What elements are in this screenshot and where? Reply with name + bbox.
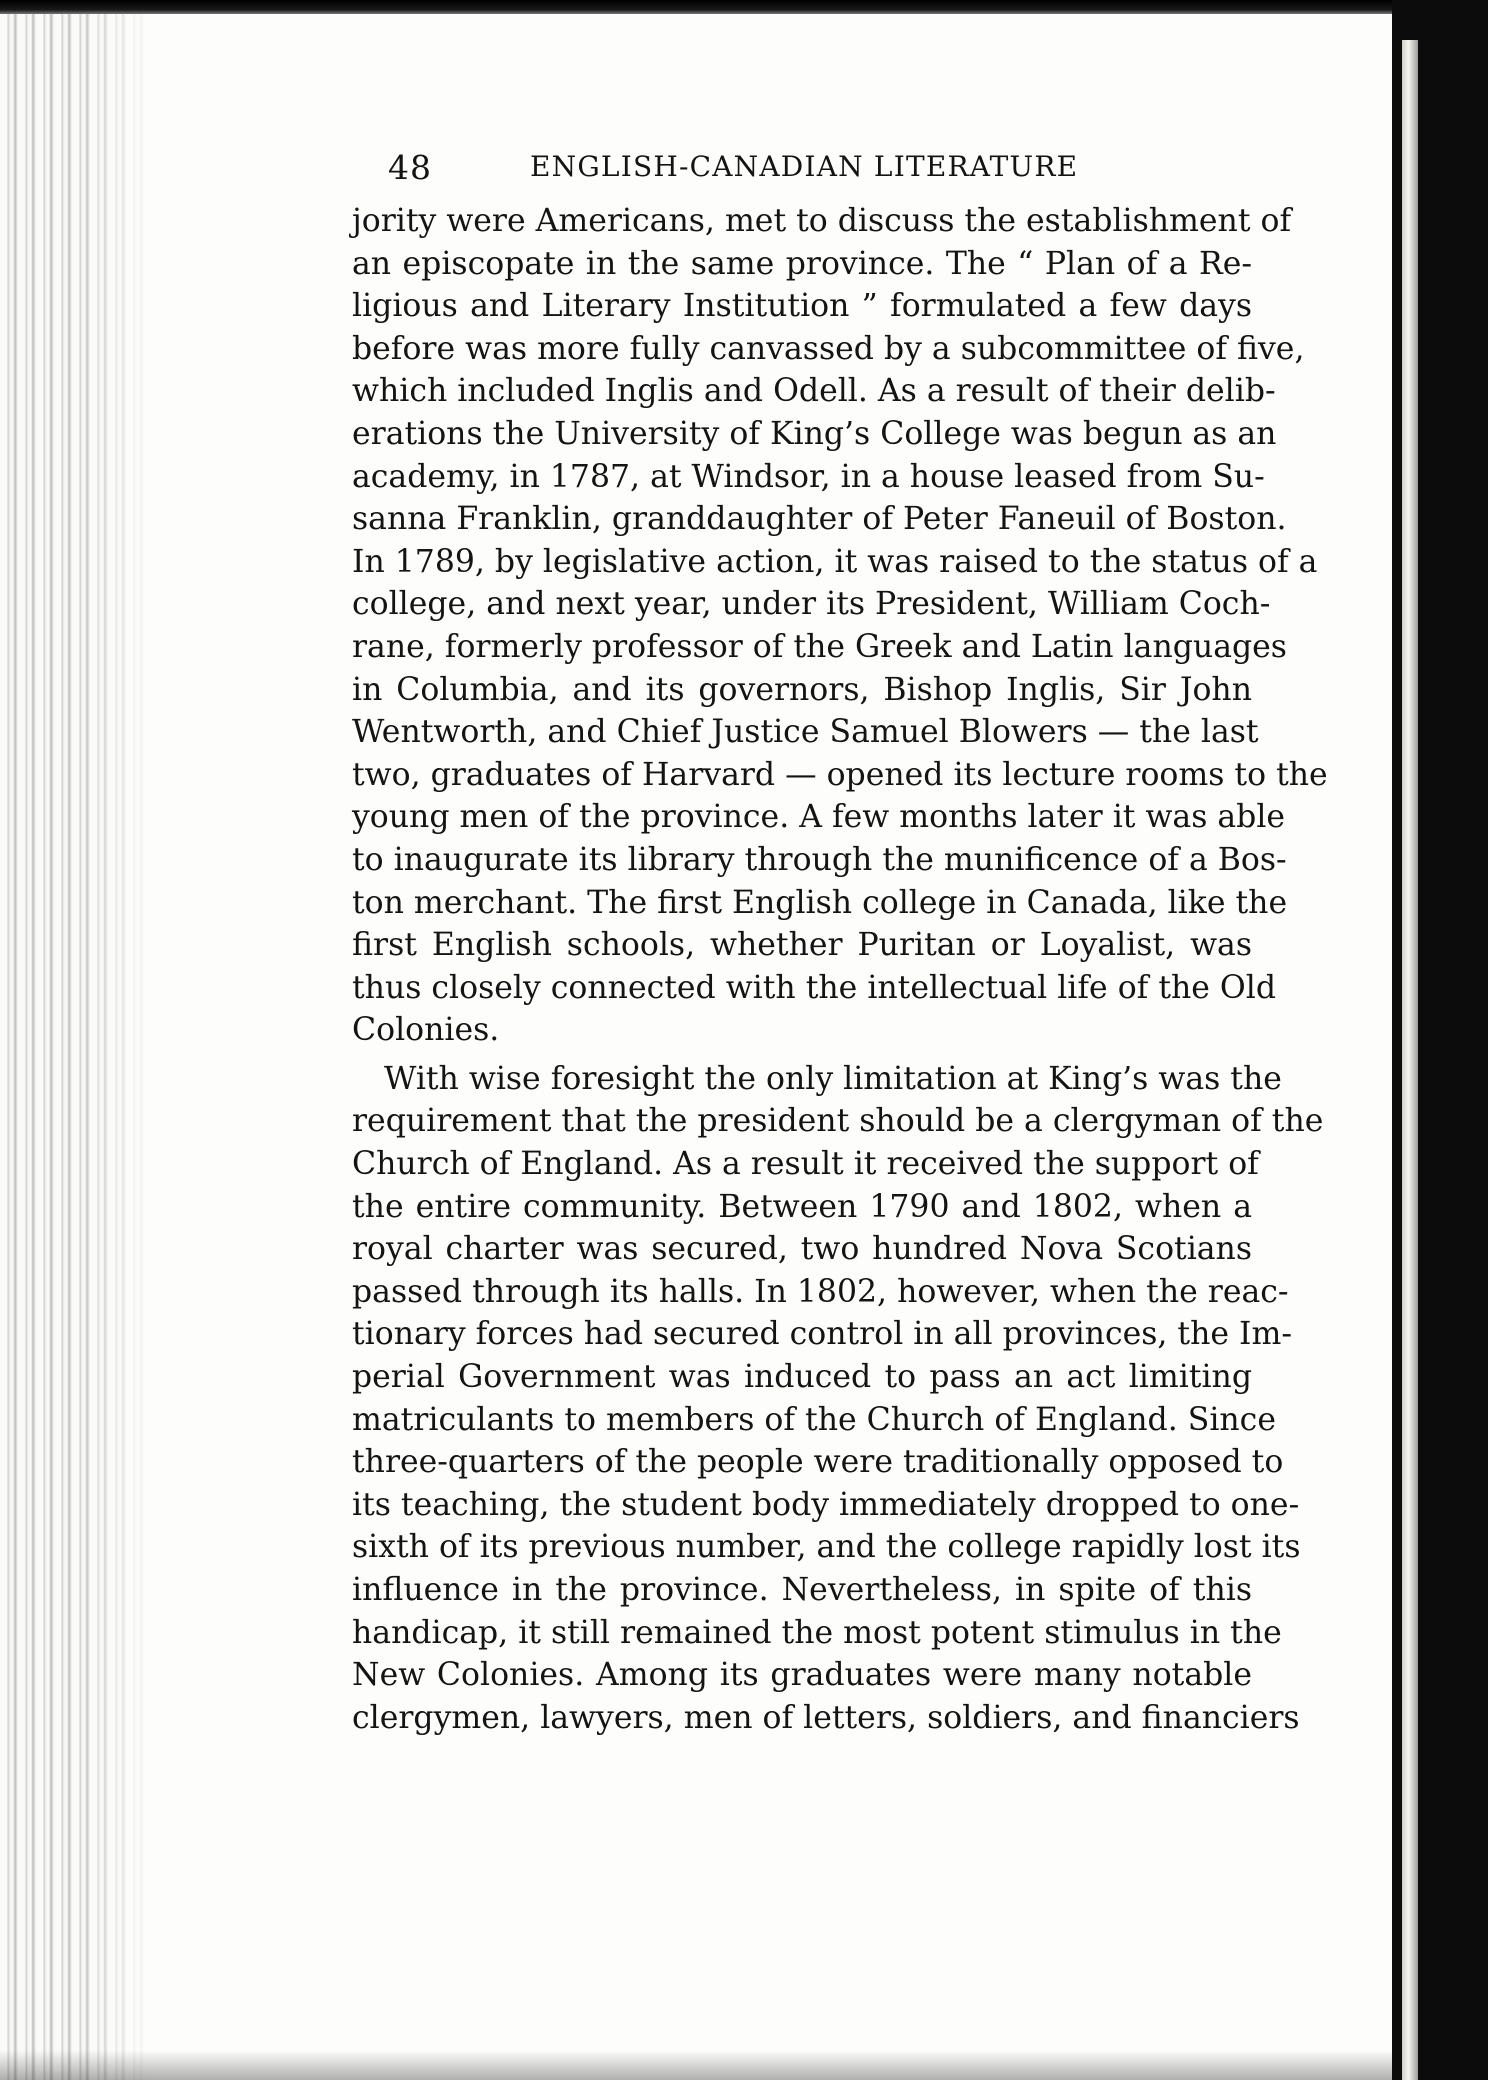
- text-line: In 1789, by legislative action, it was raised to the status of a: [352, 543, 1318, 580]
- text-line: royal charter was secured, two hundred Nova Scotians: [352, 1231, 1252, 1268]
- text-line: sanna Franklin, granddaughter of Peter Faneuil of Boston.: [352, 501, 1287, 538]
- text-line: before was more fully canvassed by a subcommittee of five,: [352, 330, 1305, 367]
- text-line: influence in the province. Nevertheless, in spite of this: [352, 1572, 1252, 1608]
- text-line: three-quarters of the people were traditionally opposed to: [352, 1444, 1284, 1481]
- text-line: Wentworth, and Chief Justice Samuel Blowers — the last: [352, 714, 1259, 751]
- text-line: sixth of its previous number, and the college rapidly lost its: [352, 1529, 1301, 1566]
- gutter-fade: [80, 14, 170, 2080]
- page-stack-right-edge: [1402, 40, 1418, 2080]
- text-line: Church of England. As a result it received the support of: [352, 1146, 1259, 1183]
- text-line: young men of the province. A few months later it was able: [352, 799, 1286, 836]
- text-line: which included Inglis and Odell. As a result of their delib-: [352, 373, 1276, 410]
- text-line: an episcopate in the same province. The “ Plan of a Re-: [352, 245, 1252, 282]
- text-line: rane, formerly professor of the Greek and Latin languages: [352, 628, 1287, 665]
- running-title: ENGLISH-CANADIAN LITERATURE: [530, 150, 1079, 183]
- running-head: [352, 140, 1252, 200]
- text-line: passed through its halls. In 1802, however, when the reac-: [352, 1273, 1289, 1310]
- text-line: in Columbia, and its governors, Bishop Inglis, Sir John: [352, 671, 1252, 708]
- text-line: the entire community. Between 1790 and 1802, when a: [352, 1188, 1252, 1225]
- scan-top-edge: [0, 0, 1488, 14]
- paragraph-1: [352, 200, 1328, 1052]
- text-line: its teaching, the student body immediately dropped to one-: [352, 1486, 1300, 1523]
- text-line: two, graduates of Harvard — opened its lecture rooms to the: [352, 756, 1328, 793]
- text-line: college, and next year, under its President, William Coch-: [352, 586, 1271, 623]
- page-text-block: [352, 140, 1328, 1739]
- text-line: requirement that the president should be a clergyman of the: [352, 1103, 1324, 1140]
- text-line: tionary forces had secured control in all provinces, the Im-: [352, 1316, 1292, 1353]
- text-line: to inaugurate its library through the munificence of a Bos-: [352, 841, 1287, 878]
- paragraph-2: [352, 1058, 1324, 1740]
- text-line: Colonies.: [352, 1012, 500, 1049]
- text-line: matriculants to members of the Church of England. Since: [352, 1401, 1276, 1438]
- text-line: thus closely connected with the intellectual life of the Old: [352, 969, 1276, 1006]
- text-line: ligious and Literary Institution ” formulated a few days: [352, 288, 1252, 325]
- text-line: New Colonies. Among its graduates were many notable: [352, 1657, 1252, 1694]
- text-line: With wise foresight the only limitation at King’s was the: [384, 1060, 1282, 1097]
- text-line: handicap, it still remained the most potent stimulus in the: [352, 1614, 1282, 1651]
- text-line: jority were Americans, met to discuss the establishment of: [352, 203, 1292, 239]
- text-line: perial Government was induced to pass an act limiting: [352, 1359, 1252, 1396]
- page-number: 48: [388, 148, 432, 187]
- text-line: ton merchant. The first English college in Canada, like the: [352, 884, 1288, 921]
- text-line: clergymen, lawyers, men of letters, soldiers, and financiers: [352, 1699, 1300, 1736]
- text-line: first English schools, whether Puritan or Loyalist, was: [352, 927, 1252, 964]
- text-line: erations the University of King’s College was begun as an: [352, 415, 1277, 452]
- bottom-shadow: [0, 2050, 1392, 2080]
- text-line: academy, in 1787, at Windsor, in a house leased from Su-: [352, 458, 1265, 495]
